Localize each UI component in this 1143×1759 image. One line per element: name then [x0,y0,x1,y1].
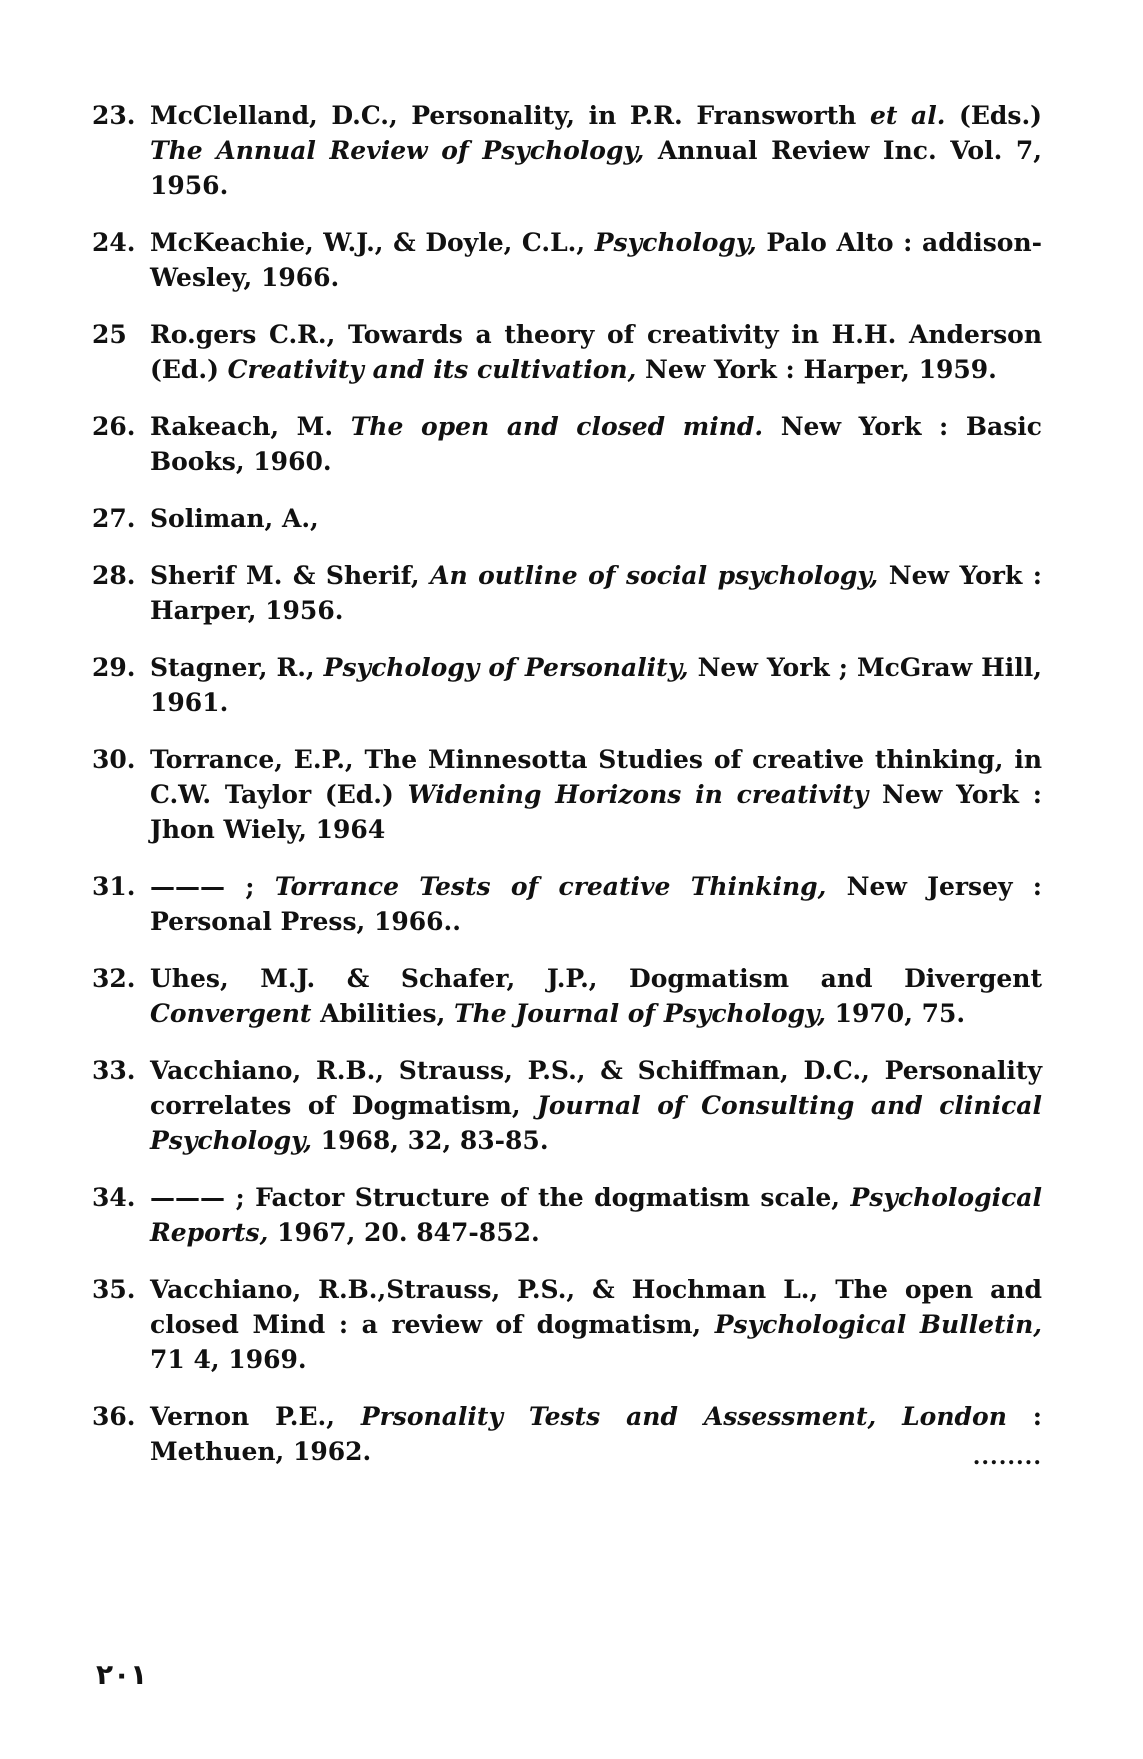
reference-item [92,1180,1042,1250]
reference-title: Creativity and its cultivation, [227,355,637,384]
reference-number: 29. [92,653,136,682]
reference-title: An outline of social psychology, [430,561,879,590]
reference-italic: et al. [869,101,946,130]
reference-text: Annual Review Inc. Vol. 7, 1956. [150,136,1042,200]
reference-number: 25 [92,320,127,349]
reference-number: 27. [92,504,136,533]
reference-title: Psychological Bulletin, [714,1310,1042,1339]
reference-text: McKeachie, W.J., & Doyle, C.L., [150,228,595,257]
reference-item [92,225,1042,295]
reference-title: Widening Horizons in creativity [407,780,869,809]
reference-text: : Methuen, 1962. [150,1402,1042,1466]
page-number: ۲۰۱ [96,1658,148,1691]
reference-title: Torrance Tests of creative Thinking, [274,872,827,901]
reference-text: Vernon P.E., [150,1402,361,1431]
reference-item [92,742,1042,847]
reference-item [92,409,1042,479]
reference-item [92,869,1042,939]
reference-text: New York : Harper, 1959. [636,355,997,384]
reference-item [92,1053,1042,1158]
reference-text: Sherif M. & Sherif, [150,561,431,590]
reference-item [92,558,1042,628]
reference-number: 35. [92,1275,136,1304]
reference-text: Soliman, A., [150,504,319,533]
reference-text: ——— ; [150,872,275,901]
reference-text: ——— ; Factor Structure of the dogmatism scale, [150,1183,851,1212]
reference-text: Stagner, R., [150,653,324,682]
reference-number: 24. [92,228,136,257]
reference-number: 34. [92,1183,136,1212]
reference-title: Psychology of Personality, [323,653,689,682]
reference-title: Prsonality Tests and Assessment, London [360,1402,1007,1431]
trailing-dots: ........ [972,1444,1042,1470]
reference-item [92,650,1042,720]
reference-text: New York : Basic Books, 1960. [150,412,1042,476]
reference-text: 1968, 32, 83-85. [311,1126,549,1155]
reference-number: 31. [92,872,136,901]
reference-title: Psychology, [594,228,757,257]
reference-italic: Convergent [150,999,312,1028]
reference-number: 26. [92,412,136,441]
reference-item [92,1272,1042,1377]
reference-list [92,98,1042,1491]
reference-text: Uhes, M.J. & Schafer, J.P., Dogmatism and Divergent [150,964,1042,993]
reference-text: Vacchiano, R.B.,Strauss, P.S., & Hochman L., The open and closed Mind : a review of dogmatism, [150,1275,1042,1339]
reference-text: Rakeach, M. [150,412,351,441]
reference-text: New York : Jhon Wiely, 1964 [150,780,1042,844]
reference-item [92,1399,1042,1469]
reference-title: Psychological Reports, [150,1183,1042,1247]
reference-title: The Journal of Psychology, [453,999,826,1028]
reference-text: New York : Harper, 1956. [150,561,1042,625]
reference-number: 36. [92,1402,136,1431]
reference-number: 28. [92,561,136,590]
reference-text: 71 4, 1969. [150,1345,307,1374]
reference-number: 32. [92,964,136,993]
reference-title: The Annual Review of Psychology, [150,136,645,165]
reference-number: 23. [92,101,136,130]
reference-text: Vacchiano, R.B., Strauss, P.S., & Schiffman, D.C., Personality correlates of Dogmatism, [150,1056,1042,1120]
reference-title: Journal of Consulting and clinical Psychology, [150,1091,1043,1155]
reference-item [92,317,1042,387]
reference-text: New Jersey : Personal Press, 1966.. [150,872,1043,936]
reference-text: Palo Alto : addison-Wesley, 1966. [150,228,1042,292]
reference-text: 1967, 20. 847-852. [268,1218,540,1247]
reference-text: Ro.gers C.R., Towards a theory of creativity in H.H. Anderson (Ed.) [150,320,1042,384]
reference-number: 33. [92,1056,136,1085]
reference-text: 1970, 75. [825,999,966,1028]
reference-text: (Eds.) [945,101,1042,130]
reference-item [92,961,1042,1031]
reference-text: New York ; McGraw Hill, 1961. [150,653,1042,717]
reference-title: The open and closed mind. [350,412,764,441]
reference-item [92,98,1042,203]
reference-text: Abilities, [311,999,454,1028]
reference-text: Torrance, E.P., The Minnesotta Studies of creative thinking, in C.W. Taylor (Ed.) [150,745,1042,809]
reference-item [92,501,1042,536]
reference-number: 30. [92,745,136,774]
reference-text: McClelland, D.C., Personality, in P.R. Fransworth [150,101,870,130]
